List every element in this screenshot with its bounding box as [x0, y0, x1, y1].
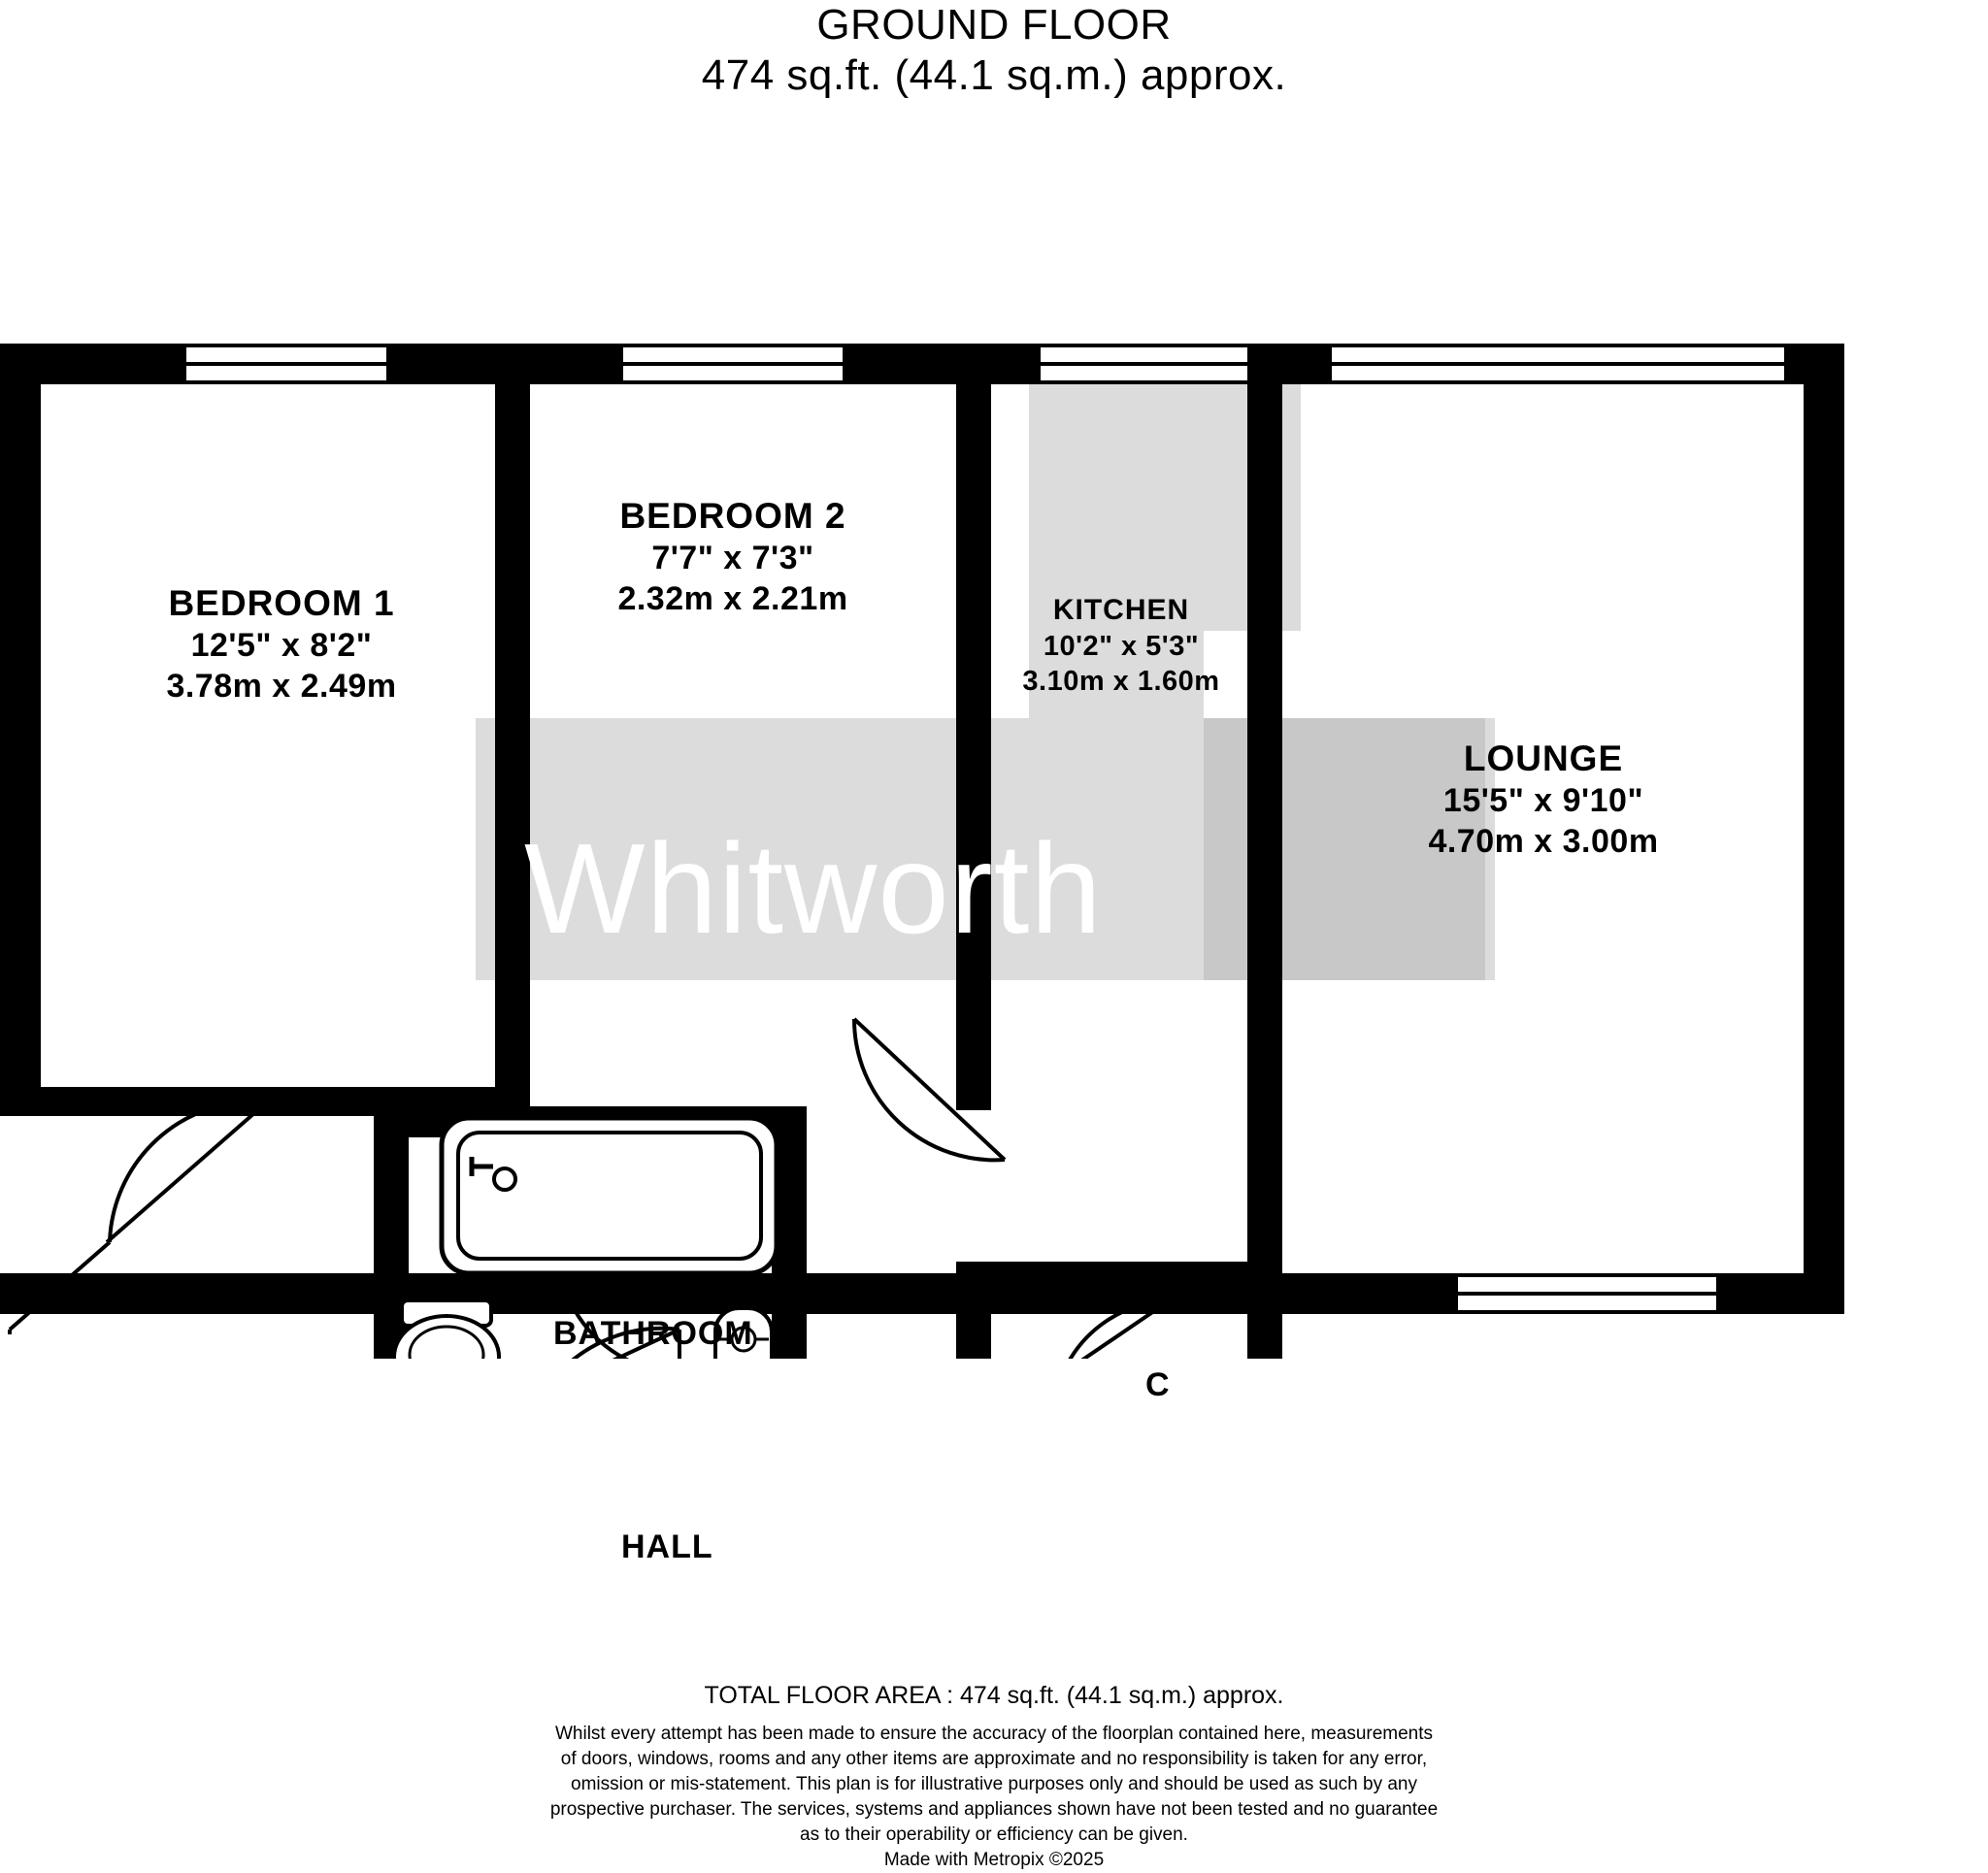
bath-icon: [442, 1118, 777, 1273]
room-label-cupboard: C: [1145, 1366, 1171, 1403]
toilet-icon: [394, 1300, 499, 1359]
room-dim-metric: 2.32m x 2.21m: [617, 580, 848, 617]
total-floor-area: TOTAL FLOOR AREA : 474 sq.ft. (44.1 sq.m.) approx.: [704, 1682, 1284, 1709]
page-title: GROUND FLOOR: [816, 1, 1172, 49]
room-dim-imperial: 12'5" x 8'2": [190, 627, 373, 664]
page-area-subtitle: 474 sq.ft. (44.1 sq.m.) approx.: [701, 51, 1287, 99]
disclaimer-line: as to their operability or efficiency can be given.: [800, 1824, 1188, 1845]
disclaimer-line: Whilst every attempt has been made to ensure the accuracy of the floorplan contained here, measurements: [554, 1724, 1434, 1744]
disclaimer-line: of doors, windows, rooms and any other items are approximate and no responsibility is taken for any error,: [560, 1749, 1428, 1769]
room-label-bathroom: BATHROOM: [553, 1315, 753, 1352]
room-dim-metric: 3.10m x 1.60m: [1022, 666, 1220, 697]
room-dim-imperial: 7'7" x 7'3": [651, 540, 814, 576]
room-dim-imperial: 15'5" x 9'10": [1442, 782, 1644, 819]
room-name: BEDROOM 1: [168, 583, 395, 623]
room-name: LOUNGE: [1463, 739, 1624, 778]
room-label-hall: HALL: [621, 1528, 713, 1565]
room-name: BEDROOM 2: [619, 496, 846, 536]
floorplan-canvas: [0, 330, 1844, 1565]
room-dim-metric: 3.78m x 2.49m: [166, 668, 397, 705]
made-with-credit: Made with Metropix ©2025: [883, 1850, 1105, 1870]
room-dim-imperial: 10'2" x 5'3": [1043, 631, 1200, 662]
disclaimer-line: omission or mis-statement. This plan is for illustrative purposes only and should be used as such by any: [571, 1774, 1417, 1794]
room-dim-metric: 4.70m x 3.00m: [1428, 823, 1659, 860]
floorplan-title-block: [0, 0, 1988, 101]
room-name: KITCHEN: [1052, 594, 1190, 626]
disclaimer-line: prospective purchaser. The services, systems and appliances shown have not been tested and no guarantee: [549, 1799, 1439, 1820]
footer-block: [0, 1679, 1988, 1873]
watermark-text: Whitworth: [524, 817, 1103, 960]
